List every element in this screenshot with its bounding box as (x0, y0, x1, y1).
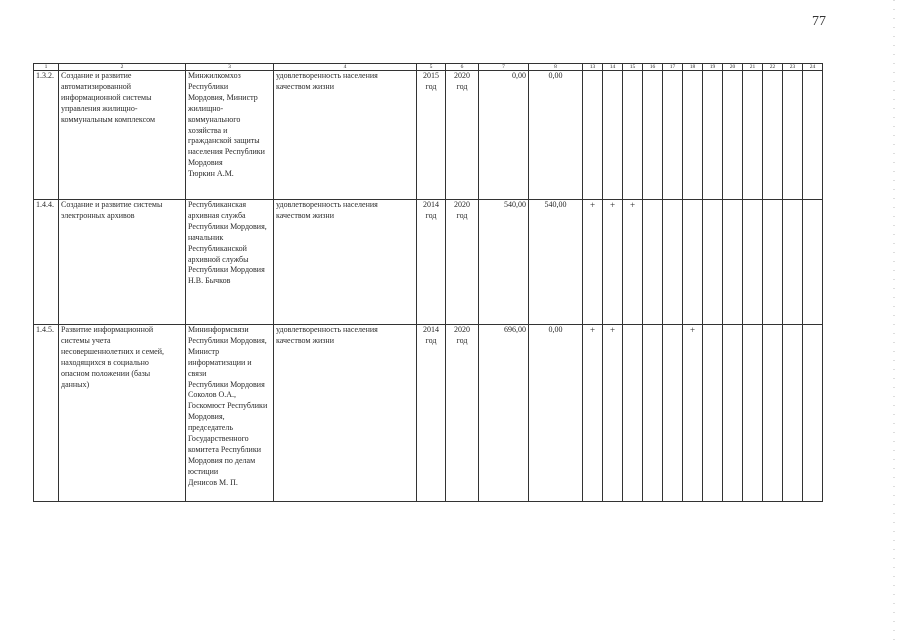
header-cell: 6 (446, 64, 479, 71)
responsible-line: Госкомюст Республики (188, 401, 268, 411)
end-year (446, 71, 479, 200)
responsible-line: Республики Мордовия, (188, 221, 267, 231)
responsible-line: Республиканской (188, 243, 247, 253)
period-mark (583, 71, 603, 200)
responsible-line: Республиканская (188, 200, 247, 209)
amount-col7: 540,00 (479, 200, 529, 325)
period-mark (783, 200, 803, 325)
responsible-line: населения Республики (188, 147, 265, 157)
period-mark (643, 200, 663, 325)
item-name-line: Создание и развитие (61, 71, 132, 80)
responsible-line: Республики Мордовия, (188, 335, 267, 345)
responsible (186, 325, 274, 502)
responsible-line: Денисов М. П. (188, 477, 238, 487)
item-name-line: управления жилищно- (61, 103, 138, 113)
period-mark (683, 71, 703, 200)
header-cell: 24 (803, 64, 823, 71)
item-name-line: электронных архивов (61, 210, 135, 220)
item-name-line: находящихся в социально (61, 357, 149, 367)
period-mark (723, 71, 743, 200)
responsible-line: Мордовия по делам (188, 455, 256, 465)
responsible-line: Республики Мордовия (188, 379, 265, 389)
item-name (59, 200, 186, 325)
period-mark (743, 71, 763, 200)
header-cell: 16 (643, 64, 663, 71)
period-mark (703, 325, 723, 502)
responsible-line: комитета Республики (188, 444, 261, 454)
end-year-line: год (456, 335, 468, 345)
start-year (417, 200, 446, 325)
end-year-line: год (456, 81, 468, 91)
indicator-line: качеством жизни (276, 335, 334, 345)
item-name-line: автоматизированной (61, 81, 132, 91)
period-mark (643, 325, 663, 502)
header-cell: 13 (583, 64, 603, 71)
indicator-line: удовлетворенность населения (276, 71, 378, 80)
responsible-line: жилищно- (188, 103, 224, 113)
start-year-line: 2014 (423, 325, 439, 334)
period-mark (603, 71, 623, 200)
period-mark (623, 325, 643, 502)
item-name-line: данных) (61, 379, 90, 389)
period-mark: + (583, 200, 603, 325)
header-cell: 3 (186, 64, 274, 71)
responsible (186, 71, 274, 200)
header-cell: 5 (417, 64, 446, 71)
start-year (417, 71, 446, 200)
header-cell: 7 (479, 64, 529, 71)
end-year (446, 200, 479, 325)
period-mark (683, 200, 703, 325)
start-year-line: год (425, 210, 437, 220)
indicator (274, 200, 417, 325)
responsible-line: Мордовия, Министр (188, 92, 258, 102)
responsible-line: Минжилкомхоз (188, 71, 241, 80)
period-mark (763, 71, 783, 200)
period-mark (743, 325, 763, 502)
responsible-line: информатизации и (188, 357, 252, 367)
responsible (186, 200, 274, 325)
header-cell: 19 (703, 64, 723, 71)
end-year-line: год (456, 210, 468, 220)
responsible-line: Мининформсвязи (188, 325, 249, 334)
responsible-line: Мордовия (188, 158, 223, 168)
item-name-line: опасном положении (базы (61, 368, 151, 378)
period-mark: + (603, 200, 623, 325)
header-cell: 15 (623, 64, 643, 71)
amount-col8: 540,00 (529, 200, 583, 325)
period-mark: + (683, 325, 703, 502)
start-year-line: 2015 (423, 71, 439, 80)
header-cell: 2 (59, 64, 186, 71)
responsible-line: начальник (188, 232, 224, 242)
item-name (59, 325, 186, 502)
period-mark (623, 71, 643, 200)
amount-col8: 0,00 (529, 71, 583, 200)
item-name-line: несовершеннолетних и семей, (61, 346, 165, 356)
item-name-line: коммунальным комплексом (61, 114, 156, 124)
period-mark (643, 71, 663, 200)
responsible-line: председатель (188, 423, 233, 433)
amount-col8: 0,00 (529, 325, 583, 502)
indicator (274, 71, 417, 200)
responsible-line: Мордовия, (188, 412, 225, 422)
header-cell: 23 (783, 64, 803, 71)
header-cell: 20 (723, 64, 743, 71)
period-mark (663, 71, 683, 200)
period-mark (763, 325, 783, 502)
responsible-line: Соколов О.А., (188, 390, 237, 400)
table-row (34, 325, 823, 502)
indicator (274, 325, 417, 502)
responsible-line: Республики (188, 81, 229, 91)
period-mark: + (603, 325, 623, 502)
table-row (34, 200, 823, 325)
responsible-line: Н.В. Бычков (188, 276, 231, 286)
header-cell: 8 (529, 64, 583, 71)
responsible-line: архивной службы (188, 254, 249, 264)
indicator-line: качеством жизни (276, 81, 334, 91)
item-name (59, 71, 186, 200)
scan-edge-dots (893, 0, 895, 640)
end-year-line: 2020 (454, 200, 470, 209)
period-mark (783, 71, 803, 200)
header-cell: 1 (34, 64, 59, 71)
header-row (34, 64, 823, 71)
responsible-line: архивная служба (188, 210, 246, 220)
item-name-line: Развитие информационной (61, 325, 154, 334)
indicator-line: качеством жизни (276, 210, 334, 220)
responsible-line: Государственного (188, 434, 249, 444)
period-mark (703, 71, 723, 200)
period-mark (803, 325, 823, 502)
table-row (34, 71, 823, 200)
indicator-line: удовлетворенность населения (276, 325, 378, 334)
item-number: 1.3.2. (34, 71, 59, 200)
program-table (33, 63, 823, 502)
item-number: 1.4.4. (34, 200, 59, 325)
responsible-line: Тюркин А.М. (188, 169, 234, 179)
item-name-line: информационной системы (61, 92, 152, 102)
start-year (417, 325, 446, 502)
responsible-line: Республики Мордовия (188, 265, 265, 275)
page-number: 77 (812, 14, 826, 29)
period-mark (703, 200, 723, 325)
period-mark (663, 200, 683, 325)
amount-col7: 0,00 (479, 71, 529, 200)
period-mark (723, 200, 743, 325)
period-mark (803, 71, 823, 200)
header-cell: 22 (763, 64, 783, 71)
item-number: 1.4.5. (34, 325, 59, 502)
period-mark: + (623, 200, 643, 325)
period-mark (783, 325, 803, 502)
responsible-line: гражданской защиты (188, 136, 260, 146)
indicator-line: удовлетворенность населения (276, 200, 378, 209)
header-cell: 18 (683, 64, 703, 71)
header-cell: 4 (274, 64, 417, 71)
period-mark (803, 200, 823, 325)
responsible-line: юстиции (188, 466, 219, 476)
period-mark (723, 325, 743, 502)
period-mark (663, 325, 683, 502)
amount-col7: 696,00 (479, 325, 529, 502)
item-name-line: системы учета (61, 335, 111, 345)
header-cell: 21 (743, 64, 763, 71)
responsible-line: связи (188, 368, 207, 378)
end-year-line: 2020 (454, 71, 470, 80)
start-year-line: год (425, 81, 437, 91)
start-year-line: год (425, 335, 437, 345)
end-year-line: 2020 (454, 325, 470, 334)
period-mark (763, 200, 783, 325)
header-cell: 17 (663, 64, 683, 71)
responsible-line: Министр (188, 346, 220, 356)
responsible-line: хозяйства и (188, 125, 228, 135)
header-cell: 14 (603, 64, 623, 71)
item-name-line: Создание и развитие системы (61, 200, 163, 209)
start-year-line: 2014 (423, 200, 439, 209)
period-mark (743, 200, 763, 325)
responsible-line: коммунального (188, 114, 241, 124)
end-year (446, 325, 479, 502)
period-mark: + (583, 325, 603, 502)
